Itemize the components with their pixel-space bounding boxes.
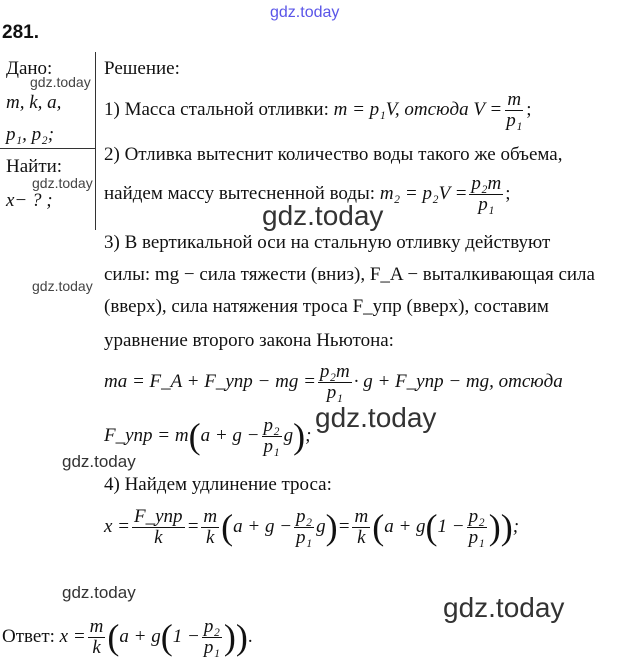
step-3-line-1: 3) В вертикальной оси на стальную отливку действуют <box>104 232 551 253</box>
answer-label: Ответ: <box>2 626 55 647</box>
step-1: 1) Масса стальной отливки: m = p₁V, отсюда V = $\frac{m}{\text{p₁}}$ ; <box>104 88 532 131</box>
step-3-line-2: силы: mg − сила тяжести (вниз), F_A − выталкивающая сила <box>104 264 595 285</box>
watermark: gdz.today <box>32 175 93 191</box>
tension-equation: F_упр = m ( a + g − $\frac{\text{p₂}}{\text{p₁}}$ g ) ; <box>104 414 312 457</box>
find-label: Найти: <box>6 156 63 177</box>
watermark: gdz.today <box>30 74 91 90</box>
find-line-1: x− ? ; <box>6 190 53 211</box>
watermark: gdz.today <box>62 583 136 602</box>
given-line-1: m, k, a, <box>6 92 62 113</box>
step-3-line-3: (вверх), сила натяжения троса F_упр (вверх), составим <box>104 296 549 317</box>
watermark: gdz.today <box>443 592 565 623</box>
problem-number: 281. <box>2 22 39 43</box>
divider-horizontal <box>0 148 95 149</box>
answer: Ответ: x = $\frac{m}{k}$ ( a + g ( 1 − $\frac{\text{p₂}}{\text{p₁}}$ )) . <box>2 615 253 658</box>
given-label: Дано: <box>6 58 53 79</box>
watermark: gdz.today <box>315 402 437 433</box>
divider-vertical <box>95 52 96 230</box>
watermark: gdz.today <box>32 278 93 294</box>
newton-equation: ma = F_A + F_упр − mg = $\frac{\text{p₂m}}{\text{p₁}}$ · g + F_упр − mg, отсюда <box>104 360 563 403</box>
watermark: gdz.today <box>262 200 384 231</box>
step-2-line-2: найдем массу вытесненной воды: m₂ = p₂V = $\frac{\text{p₂m}}{\text{p₁}}$ ; <box>104 172 511 215</box>
step-4: 4) Найдем удлинение троса: <box>104 474 332 495</box>
watermark: gdz.today <box>270 4 340 21</box>
solution-heading: Решение: <box>104 58 180 79</box>
step-2-line-1: 2) Отливка вытеснит количество воды такого же объема, <box>104 144 563 165</box>
step-3-line-4: уравнение второго закона Ньютона: <box>104 330 394 351</box>
elongation-equation: x = $\frac{\text{F\_упр}}{k}$ = $\frac{m}{k}$ ( a + g − $\frac{\text{p₂}}{\text{p₁}}$ g ) = $\frac{m}{k}$ ( a + g ( 1 − $\frac{\text{p₂}}{\text{p₁}}$ )) ; <box>104 505 520 548</box>
watermark: gdz.today <box>62 452 136 471</box>
given-line-2: p₁, p₂; <box>6 124 55 145</box>
